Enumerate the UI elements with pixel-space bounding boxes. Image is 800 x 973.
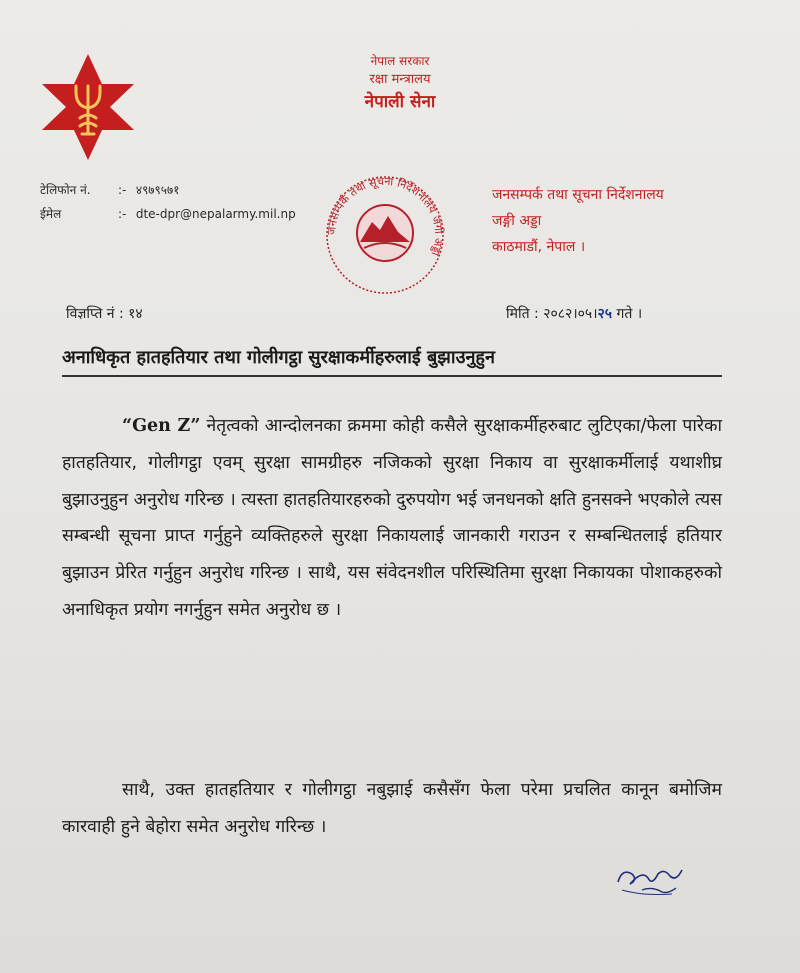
date-day-handwritten: २५: [597, 306, 613, 322]
email-separator: :-: [118, 207, 127, 221]
handwritten-signature-icon: [612, 860, 692, 900]
letterhead-title: [300, 52, 500, 114]
paragraph-1-text: नेतृत्वको आन्दोलनका क्रममा कोही कसैले सुरक्षाकर्मीहरुबाट लुटिएका/फेला पारेका हातहतियार, गोलीगट्ठा एवम् सुरक्षा सामग्रीहरु नजिकको सुरक्षा निकाय वा सुरक्षाकर्मीलाई यथाशीघ्र बुझाउनुहुन अनुरोध गरिन्छ । त्यस्ता हातहतियारहरुको दुरुपयोग भई जनधनको क्षति हुनसक्ने भएकोले त्यस सम्बन्धी सूचना प्राप्त गर्नुहुने व्यक्तिहरुले सुरक्षा निकायलाई जानकारी गराउन र सम्बन्धितलाई हतियार बुझाउन प्रेरित गर्नुहुन अनुरोध गरिन्छ । साथै, यस संवेदनशील परिस्थितिमा सुरक्षा निकायका पोशाकहरुको अनाधिकृत प्रयोग नगर्नुहुन समेत अनुरोध छ ।: [62, 416, 722, 620]
phone-separator: :-: [118, 183, 127, 197]
directorate-name: जनसम्पर्क तथा सूचना निर्देशनालय: [492, 187, 664, 203]
paragraph-2-text: साथै, उक्त हातहतियार र गोलीगट्ठा नबुझाई कसैसँग फेला परेमा प्रचलित कानून बमोजिम कारवाही हुने बेहोरा समेत अनुरोध गरिन्छ ।: [62, 780, 722, 837]
ministry-name: रक्षा मन्त्रालय: [369, 72, 431, 87]
army-name: नेपाली सेना: [364, 92, 436, 112]
directorate-address: [492, 182, 664, 260]
phone-label: टेलिफोन नं.: [40, 183, 91, 197]
directorate-seal-icon: [320, 170, 450, 300]
seal-text: जनसम्पर्क तथा सूचना निर्देशनालय जंगी अड्डा: [324, 174, 446, 258]
body-paragraph-2: [62, 772, 722, 846]
email-value: dte-dpr@nepalarmy.mil.np: [135, 207, 296, 221]
notice-subject: अनाधिकृत हातहतियार तथा गोलीगट्ठा सुरक्षाकर्मीहरुलाई बुझाउनुहुन: [62, 343, 722, 377]
body-paragraph-1: [62, 408, 722, 629]
notice-number: विज्ञप्ति नं : १४: [66, 306, 143, 322]
government-name: नेपाल सरकार: [370, 54, 430, 68]
email-label: ईमेल: [40, 207, 62, 221]
date-prefix: मिति : २०८२।०५।: [506, 306, 598, 322]
notice-date: [506, 304, 642, 323]
contact-info: [40, 178, 296, 226]
phone-row: [40, 178, 296, 202]
date-suffix: गते ।: [612, 306, 643, 322]
email-row: [40, 202, 296, 226]
phone-value: ४९७९५७१: [135, 183, 180, 197]
gen-z-quote: “Gen Z”: [122, 416, 201, 436]
directorate-hq: जङ्गी अड्डा: [492, 213, 542, 229]
nepal-army-star-emblem-icon: [40, 52, 136, 162]
directorate-location: काठमाडौं, नेपाल ।: [492, 239, 586, 255]
